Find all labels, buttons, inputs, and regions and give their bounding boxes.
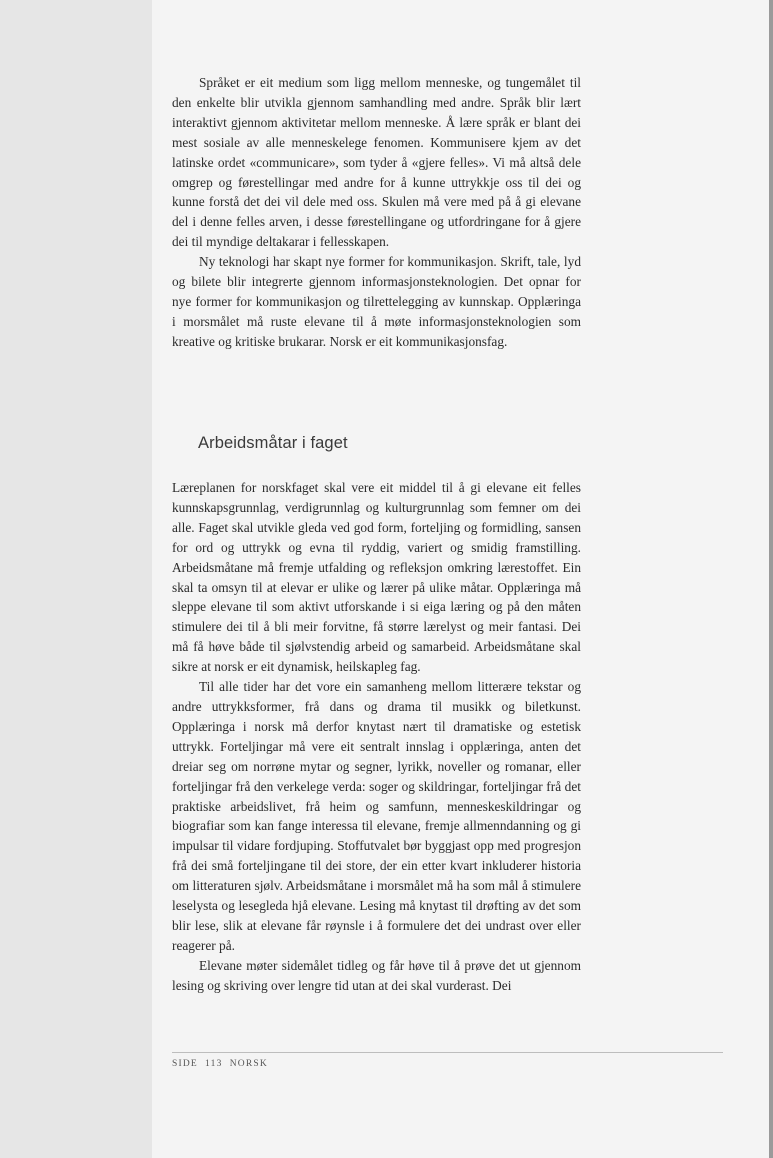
- section-paragraph-3: Elevane møter sidemålet tidleg og får høve til å prøve det ut gjennom lesing og skriving over lengre tid utan at dei skal vurderast. Dei: [172, 957, 581, 993]
- page-edge: [769, 0, 773, 1158]
- section-paragraph-1: Læreplanen for norskfaget skal vere eit middel til å gi elevane eit felles kunnskapsgrunnlag, verdigrunnlag og kulturgrunnlag som femner om dei alle. Faget skal utvikle gleda ved god form, forteljing og formidling, sansen for ord og uttrykk og evna til ryddig, variert og smidig framstilling. Arbeidsmåtane må fremje utfalding og refleksjon omkring lærestoffet. Ein skal ta omsyn til at elevar er ulike og lærer på ulike måtar. Opplæringa må sleppe elevane til som aktivt utforskande i si eiga læring og på den måten stimulere dei til å bli meir forvitne, få større lærelyst og meir fantasi. Dei må få høve både til sjølvstendig arbeid og samarbeid. Arbeidsmåtane skal sikre at norsk er eit dynamisk, heilskapleg fag.: [172, 480, 581, 675]
- footer-rule: [172, 1052, 723, 1053]
- page-footer: SIDE 113 NORSK: [172, 1059, 268, 1069]
- section-paragraph-2: Til alle tider har det vore ein samanheng mellom litterære tekstar og andre uttrykksformer, frå dans og drama til musikk og biletkunst. Opplæringa i norsk må derfor knytast nært til dramatiske og estetisk uttrykk. Forteljingar må vere eit sentralt innslag i opplæringa, anten det dreiar seg om norrøne mytar og segner, lyrikk, noveller og romanar, eller forteljingar frå den verkelege verda: soger og skildringar, forteljingar frå det praktiske arbeidslivet, frå heim og samfunn, menneskeskildringar og biografiar som kan fange interessa til elevane, fremje allmenndanning og gi impulsar til vidare fordjuping. Stoffutvalet bør byggjast opp med progresjon frå dei små forteljingane til dei store, der ein etter kvart inkluderer historia om litteraturen sjølv. Arbeidsmåtane i morsmålet må ha som mål å stimulere leselysta og lesegleda hjå elevane. Lesing må knytast til drøfting av det som blir lese, slik at elevane får røynsle i å formulere det dei undrast over eller reagerer på.: [172, 679, 581, 953]
- intro-paragraph-1: Språket er eit medium som ligg mellom menneske, og tungemålet til den enkelte blir utvikla gjennom samhandling med andre. Språk blir lært interaktivt gjennom aktivitetar mellom menneske. Å lære språk er blant dei mest sosiale av alle menneskelege fenomen. Kommunisere kjem av det latinske ordet «communicare», som tyder å «gjere felles». Vi må altså dele omgrep og førestellingar med andre for å kunne uttrykkje oss til dei og kunne forstå det dei vil dele med oss. Skulen må vere med på å gi elevane del i denne felles arven, i desse førestellingane og utfordringane for å gjere dei til myndige deltakarar i fellesskapen.: [172, 75, 581, 250]
- page-gutter: [0, 0, 152, 1158]
- section-text: [172, 478, 581, 996]
- intro-text: [172, 73, 581, 352]
- intro-paragraph-2: Ny teknologi har skapt nye former for kommunikasjon. Skrift, tale, lyd og bilete blir integrerte gjennom informasjonsteknologien. Det opnar for nye former for kommunikasjon og tilrettelegging av kunnskap. Opplæringa i morsmålet må ruste elevane til å møte informasjonsteknologien som kreative og kritiske brukarar. Norsk er eit kommunikasjonsfag.: [172, 254, 581, 349]
- section-heading: Arbeidsmåtar i faget: [198, 434, 348, 452]
